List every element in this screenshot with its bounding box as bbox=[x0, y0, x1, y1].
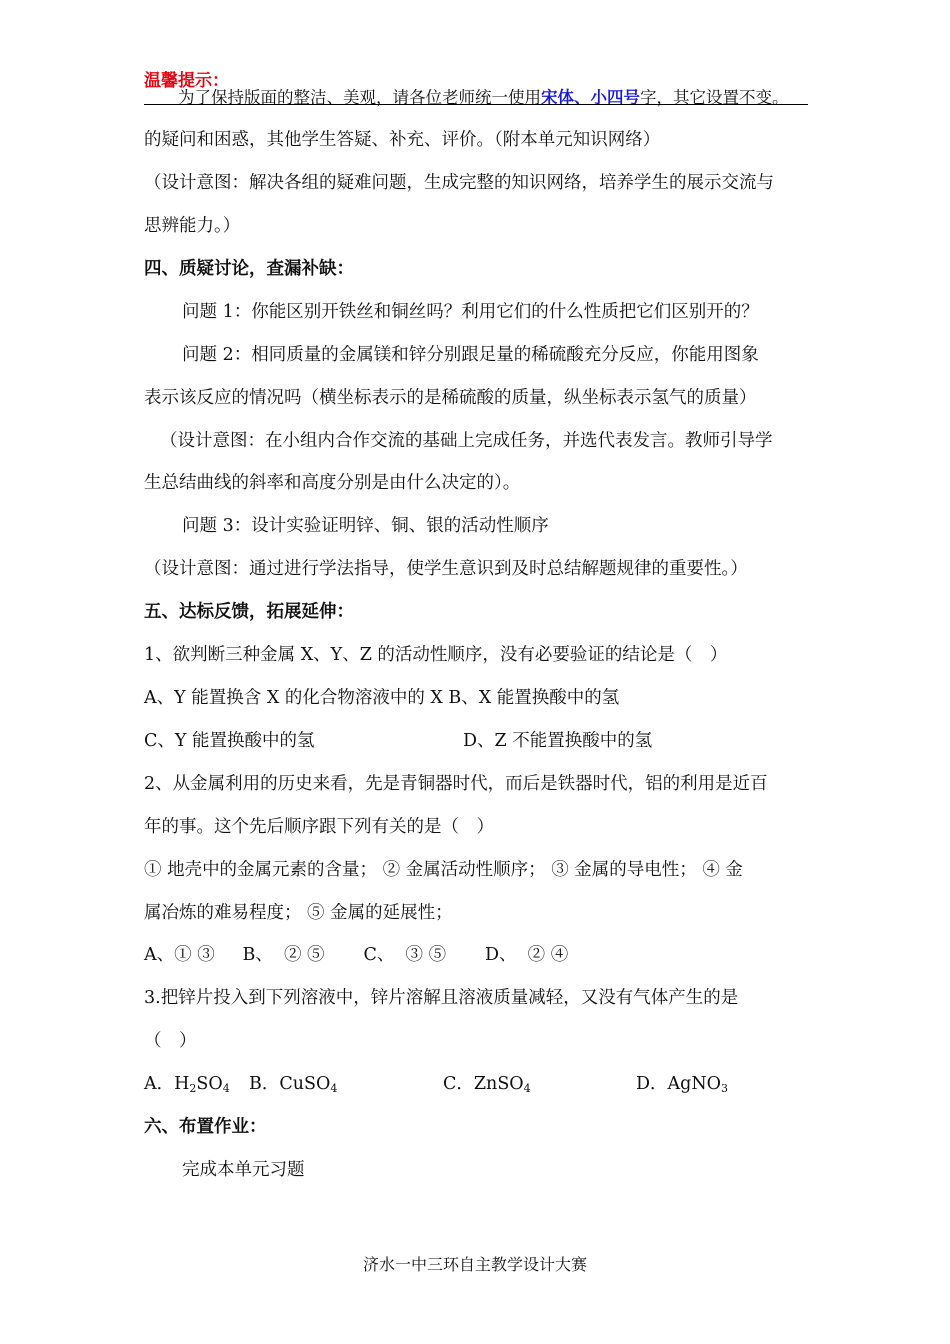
option-b-text: B．CuSO bbox=[249, 1074, 331, 1094]
design-intent-line: 思辨能力。） bbox=[144, 216, 241, 236]
option-a-sub: 4 bbox=[222, 1082, 230, 1095]
exercise-1-option-d: D、Z 不能置换酸中的氢 bbox=[463, 731, 653, 751]
design-intent-line: （设计意图：通过进行学法指导，使学生意识到及时总结解题规律的重要性。） bbox=[144, 559, 748, 579]
warm-hint-title: 温馨提示： bbox=[144, 71, 229, 91]
question-2-cont: 表示该反应的情况吗（横坐标表示的是稀硫酸的质量，纵坐标表示氢气的质量） bbox=[144, 388, 757, 408]
header-note-highlight: 宋体、小四号 bbox=[541, 88, 640, 107]
question-2: 问题 2：相同质量的金属镁和锌分别跟足量的稀硫酸充分反应，你能用图象 bbox=[182, 345, 759, 365]
design-intent-line: （设计意图：解决各组的疑难问题，生成完整的知识网络，培养学生的展示交流与 bbox=[144, 173, 774, 193]
option-a-sub: 2 bbox=[189, 1082, 197, 1095]
exercise-2-options: A、① ③ B、 ② ⑤ C、 ③ ⑤ D、 ② ④ bbox=[144, 945, 569, 965]
section-heading-6: 六、布置作业： bbox=[144, 1117, 267, 1137]
design-intent-line: 生总结曲线的斜率和高度分别是由什么决定的）。 bbox=[144, 473, 521, 493]
question-3: 问题 3：设计实验证明锌、铜、银的活动性顺序 bbox=[182, 516, 549, 536]
exercise-2-items: ① 地壳中的金属元素的含量； ② 金属活动性顺序； ③ 金属的导电性； ④ 金 bbox=[144, 860, 743, 880]
question-1: 问题 1：你能区别开铁丝和铜丝吗？利用它们的什么性质把它们区别开的？ bbox=[182, 302, 759, 322]
design-intent-line: （设计意图：在小组内合作交流的基础上完成任务，并选代表发言。教师引导学 bbox=[160, 431, 773, 451]
header-note-suffix: 字，其它设置不变。 bbox=[640, 88, 789, 107]
header-note-prefix: 为了保持版面的整洁、美观，请各位老师统一使用 bbox=[178, 88, 541, 107]
exercise-3-cont: （ ） bbox=[144, 1031, 197, 1051]
exercise-3-option-b bbox=[249, 1070, 337, 1095]
option-c-sub: 4 bbox=[523, 1082, 531, 1095]
option-a-text: A．H bbox=[144, 1074, 190, 1094]
homework-text: 完成本单元习题 bbox=[182, 1160, 305, 1180]
exercise-3: 3.把锌片投入到下列溶液中，锌片溶解且溶液质量减轻，又没有气体产生的是 bbox=[144, 988, 739, 1008]
exercise-2-items-cont: 属冶炼的难易程度； ⑤ 金属的延展性； bbox=[144, 903, 453, 923]
exercise-2-cont: 年的事。这个先后顺序跟下列有关的是（ ） bbox=[144, 817, 494, 837]
header-rule bbox=[144, 104, 808, 105]
section-heading-4: 四、质疑讨论，查漏补缺： bbox=[144, 259, 354, 279]
exercise-3-option-a bbox=[144, 1070, 230, 1095]
option-b-sub: 4 bbox=[330, 1082, 338, 1095]
option-d-text: D．AgNO bbox=[636, 1074, 722, 1094]
option-d-sub: 3 bbox=[721, 1082, 729, 1095]
exercise-3-option-c bbox=[443, 1070, 531, 1095]
exercise-2: 2、从金属利用的历史来看，先是青铜器时代，而后是铁器时代，铝的利用是近百 bbox=[144, 774, 768, 794]
exercise-3-option-d bbox=[636, 1070, 728, 1095]
page-footer: 济水一中三环自主教学设计大赛 bbox=[362, 1255, 587, 1274]
option-c-text: C．ZnSO bbox=[443, 1074, 524, 1094]
exercise-1: 1、欲判断三种金属 X、Y、Z 的活动性顺序，没有必要验证的结论是（ ） bbox=[144, 645, 728, 665]
exercise-1-options: A、Y 能置换含 X 的化合物溶液中的 X B、X 能置换酸中的氢 bbox=[144, 688, 620, 708]
exercise-1-option-c: C、Y 能置换酸中的氢 bbox=[144, 731, 315, 751]
option-a-text: SO bbox=[196, 1074, 223, 1094]
paragraph-line: 的疑问和困惑，其他学生答疑、补充、评价。（附本单元知识网络） bbox=[144, 130, 661, 150]
section-heading-5: 五、达标反馈，拓展延伸： bbox=[144, 602, 354, 622]
